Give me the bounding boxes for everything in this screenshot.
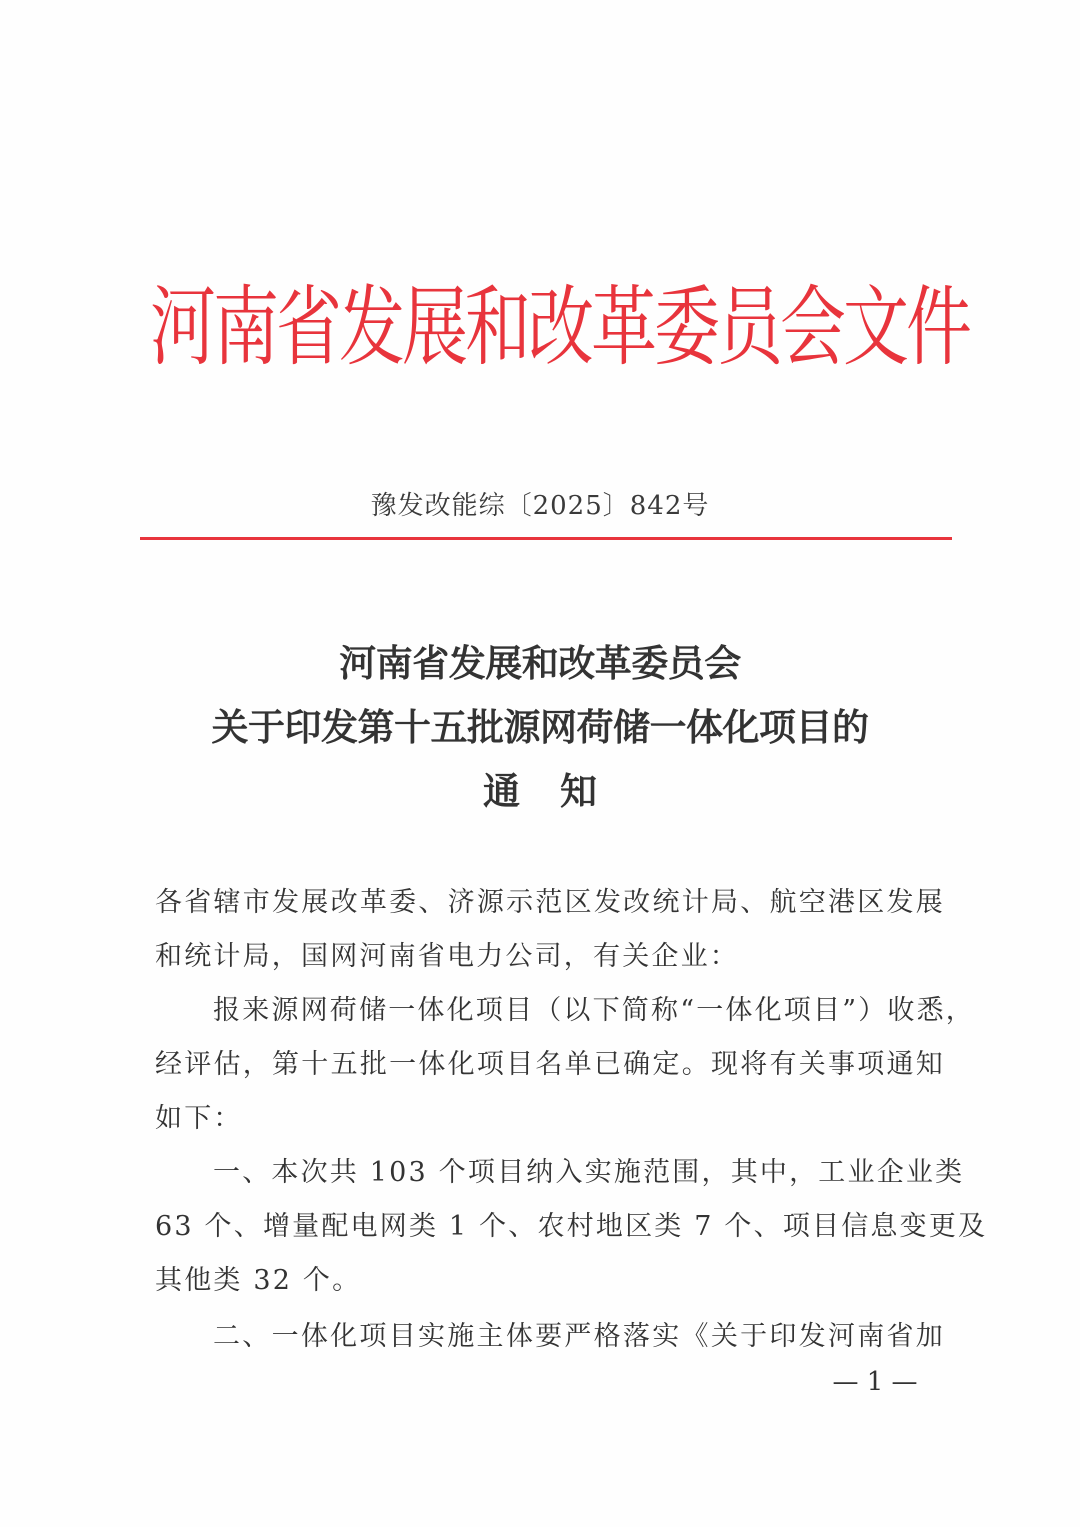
document-number: 豫发改能综〔2025〕842号: [370, 491, 710, 521]
paragraph-2-line-2: 63 个、增量配电网类 1 个、农村地区类 7 个、项目信息变更及: [155, 1211, 988, 1242]
salutation-line-1: 各省辖市发展改革委、济源示范区发改统计局、航空港区发展: [155, 887, 945, 918]
paragraph-2-line-3: 其他类 32 个。: [155, 1265, 362, 1296]
paragraph-3-line-1: 二、一体化项目实施主体要严格落实《关于印发河南省加: [213, 1321, 945, 1352]
heading-line-2: 关于印发第十五批源网荷储一体化项目的: [211, 705, 869, 749]
issuing-authority-header: 河南省发展和改革委员会文件: [150, 276, 969, 379]
paragraph-1-line-1: 报来源网荷储一体化项目（以下简称“一体化项目”）收悉，: [213, 995, 976, 1026]
salutation-line-2: 和统计局，国网河南省电力公司，有关企业：: [155, 941, 739, 972]
red-divider-rule: [140, 537, 952, 540]
page-number: — 1 —: [832, 1367, 918, 1397]
heading-line-3: 通知: [483, 769, 637, 813]
heading-line-1: 河南省发展和改革委员会: [339, 641, 741, 685]
paragraph-2-line-1: 一、本次共 103 个项目纳入实施范围，其中，工业企业类: [213, 1157, 965, 1188]
paragraph-1-line-2: 经评估，第十五批一体化项目名单已确定。现将有关事项通知: [155, 1049, 945, 1080]
paragraph-1-line-3: 如下：: [155, 1103, 243, 1134]
